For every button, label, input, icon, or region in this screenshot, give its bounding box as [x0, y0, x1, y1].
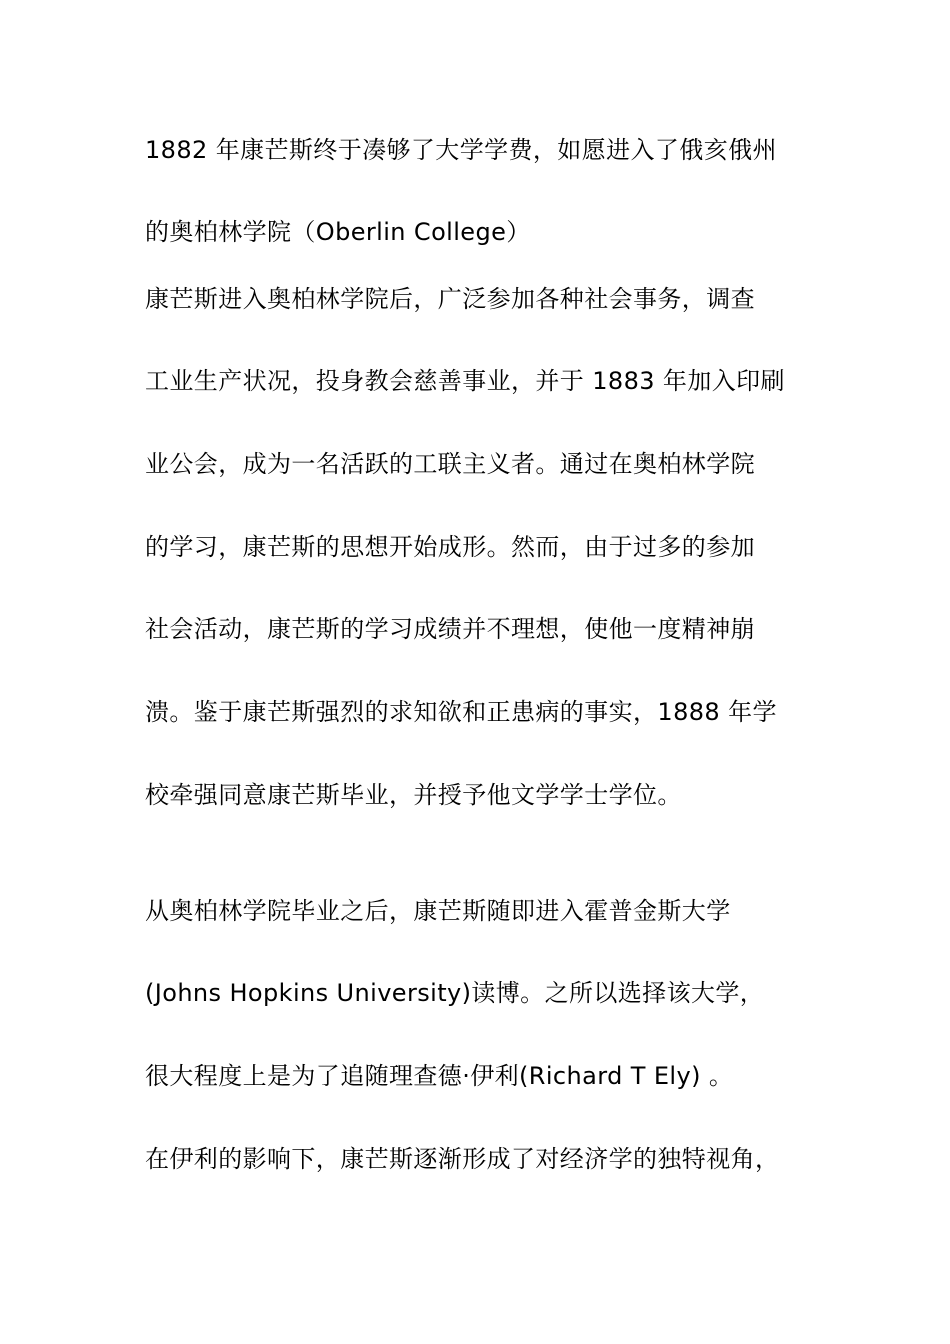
text-line: 校牵强同意康芒斯毕业，并授予他文学学士学位。	[145, 781, 682, 809]
text-line: 业公会，成为一名活跃的工联主义者。通过在奥柏林学院	[145, 450, 755, 478]
text-line: 社会活动，康芒斯的学习成绩并不理想，使他一度精神崩	[145, 615, 755, 643]
text-line: 康芒斯进入奥柏林学院后，广泛参加各种社会事务，调查	[145, 285, 755, 313]
text-line: 溃。鉴于康芒斯强烈的求知欲和正患病的事实，1888 年学	[145, 698, 777, 726]
text-line: 很大程度上是为了追随理查德·伊利(Richard T Ely) 。	[145, 1062, 734, 1090]
text-line: 的学习，康芒斯的思想开始成形。然而，由于过多的参加	[145, 533, 755, 561]
text-line: (Johns Hopkins University)读博。之所以选择该大学，	[145, 979, 765, 1007]
text-line: 从奥柏林学院毕业之后，康芒斯随即进入霍普金斯大学	[145, 897, 731, 925]
text-line: 工业生产状况，投身教会慈善事业，并于 1883 年加入印刷	[145, 367, 785, 395]
text-line: 在伊利的影响下，康芒斯逐渐形成了对经济学的独特视角，	[145, 1145, 780, 1173]
text-line: 1882 年康芒斯终于凑够了大学学费，如愿进入了俄亥俄州	[145, 136, 777, 164]
text-line: 的奥柏林学院（Oberlin College）	[145, 218, 531, 246]
